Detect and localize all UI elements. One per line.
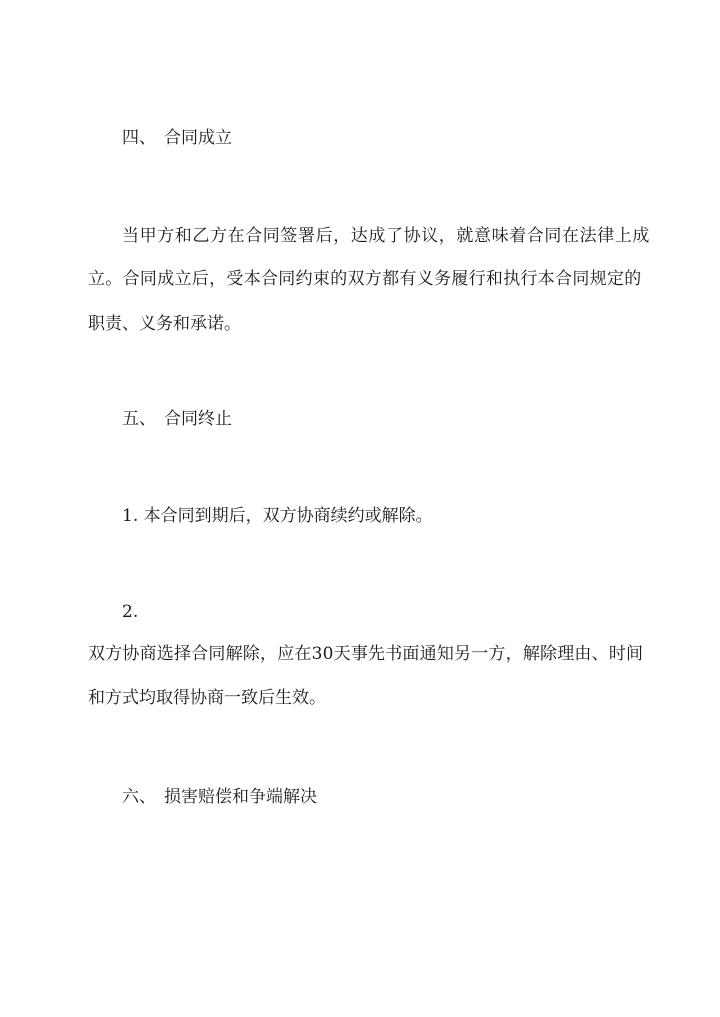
paragraph-line: 职责、义务和承诺。 [88,314,241,334]
paragraph-line: 当甲方和乙方在合同签署后，达成了协议，就意味着合同在法律上成 [122,226,650,246]
section-6-number: 六、 [122,787,156,807]
list-item: 1. 本合同到期后，双方协商续约或解除。 [122,506,433,526]
list-item-line: 双方协商选择合同解除，应在30天事先书面通知另一方，解除理由、时间 [88,644,644,664]
section-4-number: 四、 [122,128,156,148]
section-6-title: 损害赔偿和争端解决 [164,787,317,807]
section-4-title: 合同成立 [164,128,232,148]
list-item-line: 和方式均取得协商一致后生效。 [88,688,326,708]
list-item-number: 2. [122,602,139,622]
paragraph-line: 立。合同成立后，受本合同约束的双方都有义务履行和执行本合同规定的 [88,269,642,289]
section-4-heading [122,128,156,148]
section-5-number: 五、 [122,409,156,429]
section-5-title: 合同终止 [164,409,232,429]
